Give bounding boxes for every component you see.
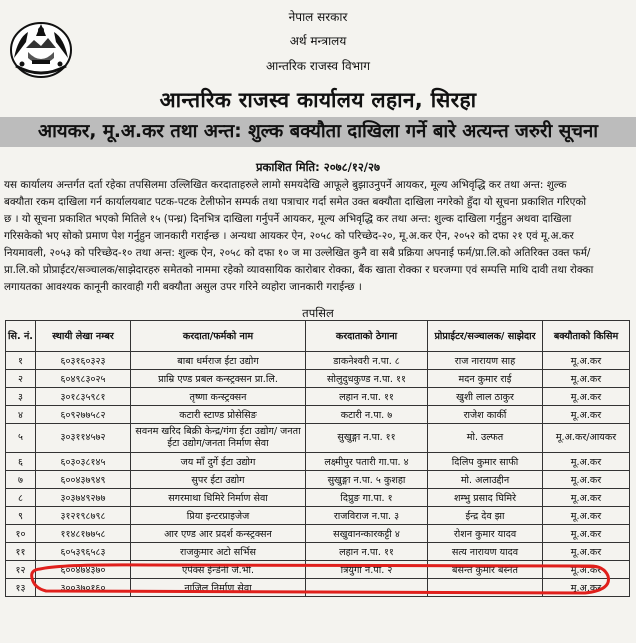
table-cell: मू.अ.कर <box>543 471 630 489</box>
column-header: सि. नं. <box>6 321 36 352</box>
column-header: करदाताको ठेगाना <box>306 321 428 352</box>
table-cell: सवनम खरिद बिक्री केन्द्र/गंगा ईटा उद्योग/ जनता ईटा उद्योग/जनता निर्माण सेवा <box>131 424 306 453</box>
table-cell: ६००४३७९४९ <box>36 471 131 489</box>
table-row <box>6 543 630 561</box>
body-line: प्रा.लि.को प्रोप्राईटर/सञ्चालक/साझेदारहरु समेतको नाममा रहेको व्यावसायिक कारोबार रोक्का, बैंक खाता रोक्का र घरजग्गा एवं सम्पत्ति माथि दावी तथा रोक्का <box>4 264 594 276</box>
table-cell: ६०३०३८१४५ <box>36 453 131 471</box>
table-cell: खुशी लाल ठाकुर <box>428 388 543 406</box>
table-cell: एपेक्स ईन्डेनी जे.भी. <box>131 561 306 579</box>
table-cell: त्रियुगा न.पा. २ <box>306 561 428 579</box>
publication-date: प्रकाशित मिति: २०७८/१२/२७ <box>256 160 380 174</box>
table-cell: डाकनेश्वरी न.पा. ८ <box>306 352 428 370</box>
table-cell: मू.अ.कर <box>543 489 630 507</box>
table-cell: ८ <box>6 489 36 507</box>
table-cell: ७ <box>6 471 36 489</box>
table-cell: सखुवानन्कारकट्टी ४ <box>306 525 428 543</box>
table-row <box>6 471 630 489</box>
table-cell: प्राम्रि एण्ड प्रबल कन्स्ट्रक्सन प्रा.लि. <box>131 370 306 388</box>
table-cell: मू.अ.कर <box>543 352 630 370</box>
table-cell <box>306 579 428 597</box>
table-cell: रोशन कुमार यादव <box>428 525 543 543</box>
table-cell: ६००४७४३७० <box>36 561 131 579</box>
table-cell: तृष्णा कन्स्ट्रक्सन <box>131 388 306 406</box>
column-header: करदाता/फर्मको नाम <box>131 321 306 352</box>
table-cell: दिप्रुङ गा.पा. १ <box>306 489 428 507</box>
government-name: नेपाल सरकार <box>288 10 348 24</box>
table-cell: राजेश कार्की <box>428 406 543 424</box>
table-cell: ३०३७४९२७७ <box>36 489 131 507</box>
table-cell: ५ <box>6 424 36 453</box>
table-cell: मू.अ.कर <box>543 543 630 561</box>
table-cell: लहान न.पा. ११ <box>306 388 428 406</box>
column-header: स्थायी लेखा नम्बर <box>36 321 131 352</box>
table-cell: ३१२१९८७९८ <box>36 507 131 525</box>
table-cell <box>428 579 543 597</box>
body-line: छ । यो सूचना प्रकाशित भएको मितिले १५ (पन्ध्र) दिनभित्र दाखिला गर्नुपर्ने आयकर, मूल्य अभिवृद्धि कर तथा अन्त: शुल्क दाखिला गर्नुहुन अथवा दाखिला <box>4 213 572 225</box>
table-cell: सुपर ईटा उद्योग <box>131 471 306 489</box>
table-row <box>6 579 630 597</box>
table-cell: मो. अलाउद्दीन <box>428 471 543 489</box>
table-cell: बसन्त कुमार बस्नेत <box>428 561 543 579</box>
column-header: बक्यौताको किसिम <box>543 321 630 352</box>
table-cell: मू.अ.कर <box>543 507 630 525</box>
table-row <box>6 388 630 406</box>
office-title: आन्तरिक राजस्व कार्यालय लहान, सिरहा <box>159 88 477 112</box>
table-cell: आर एण्ड आर प्रदर्श कन्स्ट्रक्सन <box>131 525 306 543</box>
table-cell: राज नारायण साह <box>428 352 543 370</box>
defaulter-table <box>5 320 630 597</box>
table-cell: ६ <box>6 453 36 471</box>
notice-title-banner <box>0 117 636 147</box>
body-line: यस कार्यालय अन्तर्गत दर्ता रहेका तपसिलमा उल्लिखित करदाताहरुले लामो समयदेखि आफूले बुझाउनुपर्ने आयकर, मूल्य अभिवृद्धि कर तथा अन्त: शुल्क <box>4 179 567 191</box>
table-cell: २ <box>6 370 36 388</box>
table-cell: दिलिप कुमार साफी <box>428 453 543 471</box>
table-row <box>6 507 630 525</box>
table-cell: १ <box>6 352 36 370</box>
table-cell: ६०५३९६५८३ <box>36 543 131 561</box>
table-cell: ईन्द्र देव झा <box>428 507 543 525</box>
table-row <box>6 453 630 471</box>
table-cell: मू.अ.कर <box>543 370 630 388</box>
table-cell: लहान न.पा. ११ <box>306 543 428 561</box>
table-cell: १३ <box>6 579 36 597</box>
table-row <box>6 561 630 579</box>
table-cell: मदन कुमार राई <box>428 370 543 388</box>
table-cell: ११ <box>6 543 36 561</box>
table-cell: जय माँ दुर्गे ईटा उद्योग <box>131 453 306 471</box>
body-line: गरिसकेको भए सोको प्रमाण पेश गर्नुहुन जानकारी गराईन्छ । अन्यथा आयकर ऐन, २०५८ को परिच्छेद-२०, मू.अ.कर ऐन, २०५२ को दफा २१ एवं मू.अ.कर <box>4 230 574 242</box>
table-cell: १० <box>6 525 36 543</box>
table-cell: सगरमाथा धिमिरे निर्माण सेवा <box>131 489 306 507</box>
notice-body <box>4 177 630 296</box>
table-row <box>6 424 630 453</box>
body-line: लगायतका आवश्यक कानूनी कारवाही गरी बक्यौता असुल उपर गरिने व्यहोरा जानकारी गराईन्छ । <box>4 281 362 293</box>
table-cell: ३०१८३५९८१ <box>36 388 131 406</box>
table-cell: मू.अ.कर <box>543 388 630 406</box>
annex-label: तपसिल <box>302 306 334 320</box>
table-cell: राजविराज न.पा. ३ <box>306 507 428 525</box>
table-cell: १२ <box>6 561 36 579</box>
table-row <box>6 489 630 507</box>
table-cell: मू.अ.कर/आयकर <box>543 424 630 453</box>
table-cell: मो. उल्फत <box>428 424 543 453</box>
table-header-row <box>6 321 630 352</box>
table-cell: मू.अ.कर <box>543 561 630 579</box>
department-name: आन्तरिक राजस्व विभाग <box>265 59 370 73</box>
table-cell: ६०३१६०३२३ <box>36 352 131 370</box>
table-cell: ४ <box>6 406 36 424</box>
table-cell: राजकुमार अटो सर्भिस <box>131 543 306 561</box>
table-cell: सुखुङ्गा न.पा. ११ <box>306 424 428 453</box>
table-cell: ३००३७०१६० <box>36 579 131 597</box>
table-cell: नाजिल निर्माण सेवा <box>131 579 306 597</box>
table-cell: बाबा धर्मराज ईटा उद्योग <box>131 352 306 370</box>
notice-title: आयकर, मू.अ.कर तथा अन्त: शुल्क बक्यौता दाखिला गर्ने बारे अत्यन्त जरुरी सूचना <box>37 121 599 142</box>
table-cell: ३ <box>6 388 36 406</box>
table-cell: कटारी स्टाण्ड प्रोसेसिङ <box>131 406 306 424</box>
table-row <box>6 406 630 424</box>
table-cell: ६०९२७७५८२ <box>36 406 131 424</box>
table-cell: लक्ष्मीपुर पतारी गा.पा. ४ <box>306 453 428 471</box>
body-line: नियमावली, २०५३ को परिच्छेद-१० तथा अन्त: शुल्क ऐन, २०५८ को दफा १० ज मा उल्लेखित कुनै वा सबै प्रक्रिया अपनाई फर्म/प्रा.लि.को अतिरिक्त उक्त फर्म/ <box>4 247 591 259</box>
table-row <box>6 352 630 370</box>
table-row <box>6 525 630 543</box>
table-cell: सत्य नारायण यादव <box>428 543 543 561</box>
table-cell: प्रिया इन्टरप्राइजेज <box>131 507 306 525</box>
body-line: बक्यौता रकम दाखिला गर्न कार्यालयबाट पटक-पटक टेलीफोन सम्पर्क तथा पत्राचार गर्दा समेत उक्त बक्यौता दाखिला नगरेको हुँदा यो सूचना प्रकाशित गरिएको <box>4 196 587 208</box>
table-cell: सोलुदुधकुण्ड न.पा. ११ <box>306 370 428 388</box>
table-row <box>6 370 630 388</box>
table-cell: मू.अ.कर <box>543 579 630 597</box>
table-cell: ९ <box>6 507 36 525</box>
column-header: प्रोप्राईटर/सञ्चालक/ साझेदार <box>428 321 543 352</box>
table-cell: ११४८१७७५८ <box>36 525 131 543</box>
table-body <box>6 352 630 597</box>
table-cell: मू.अ.कर <box>543 406 630 424</box>
table-cell: ६०४९८३०२५ <box>36 370 131 388</box>
ministry-name: अर्थ मन्त्रालय <box>289 34 347 48</box>
table-cell: मू.अ.कर <box>543 525 630 543</box>
table-cell: मू.अ.कर <box>543 453 630 471</box>
table-cell: शम्भु प्रसाद घिमिरे <box>428 489 543 507</box>
table-cell: ३०३११४५७२ <box>36 424 131 453</box>
table-cell: कटारी न.पा. ७ <box>306 406 428 424</box>
table-cell: सुखुङ्गा न.पा. ५ कुशहा <box>306 471 428 489</box>
